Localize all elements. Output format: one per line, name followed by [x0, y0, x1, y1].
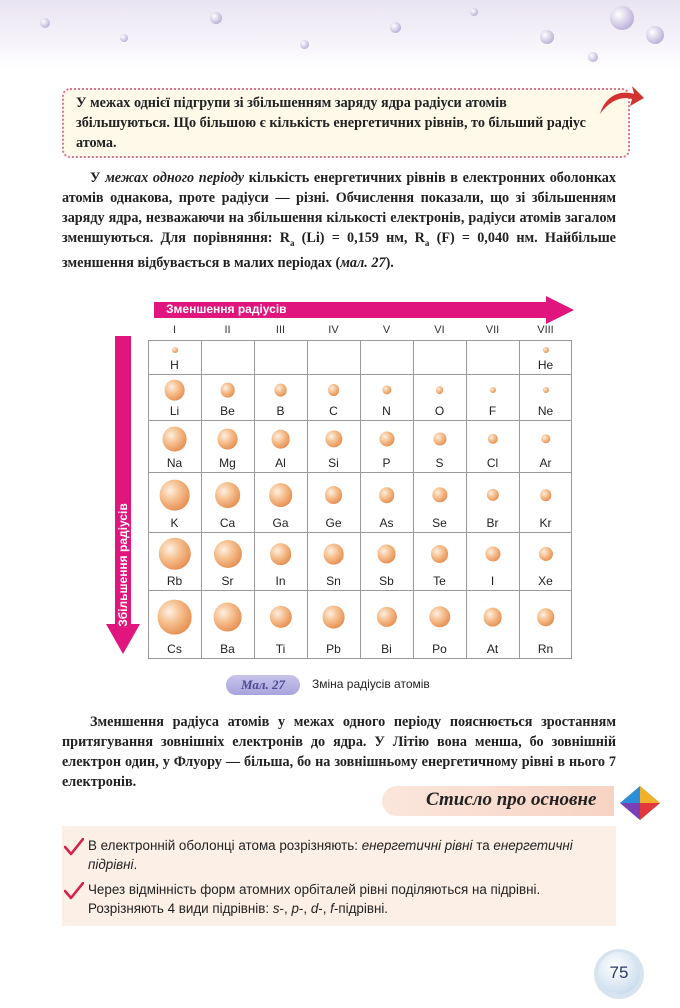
element-symbol: Bi [381, 642, 392, 656]
element-symbol: K [170, 516, 179, 530]
s1-mid: та [472, 838, 494, 853]
element-symbol: Sr [221, 574, 234, 588]
element-symbol: Ne [537, 404, 554, 418]
group-label: VIII [537, 324, 554, 336]
group-label: IV [328, 324, 339, 336]
element-symbol: N [382, 404, 391, 418]
note-text: У межах однієї підгрупи зі збільшенням заряду ядра радіуси атомів збільшуються. Що більшою є кількість енергетичних рівнів, то більший радіус атома. [76, 95, 586, 151]
atom-sb [377, 545, 396, 564]
atom-p [379, 431, 394, 446]
para1-lead: У [90, 170, 106, 186]
atom-o [436, 386, 444, 394]
s2-p: p [291, 901, 299, 916]
group-labels [148, 324, 572, 340]
atom-bi [376, 607, 396, 627]
group-label: V [382, 324, 391, 336]
paragraph-explanation [62, 712, 616, 792]
summary-title: Стисло про основне [426, 789, 597, 810]
para2-text: Зменшення радіуса атомів у межах одного періоду пояснюється зростанням притягування зовнішніх електронів до ядра. У Літію вона менша, бо зовнішній електрон один, у Флуору — більша, бо на зовнішньому енергетичному рівні в нього 7 електронів. [62, 714, 616, 790]
element-symbol: At [486, 642, 499, 656]
group-label: VI [434, 324, 445, 336]
element-symbol: B [276, 404, 285, 418]
atom-se [432, 487, 447, 502]
arrow-vertical-label: Збільшення радіусів [116, 503, 130, 627]
atom-kr [540, 489, 552, 501]
element-symbol: Ge [325, 516, 342, 530]
check-icon [64, 882, 84, 900]
grid-line [254, 340, 255, 658]
atom-in [270, 543, 292, 565]
atom-c [328, 384, 340, 396]
radius-symbol-f: R [414, 230, 425, 246]
element-symbol: I [490, 574, 495, 588]
atom-ca [215, 482, 241, 508]
element-symbol: Te [433, 574, 446, 588]
para1-italic: межах одного періоду [105, 170, 245, 186]
atom-radius-table [148, 340, 572, 658]
atom-he [543, 347, 549, 353]
atom-k [159, 480, 190, 511]
s2-d: d [310, 901, 319, 916]
element-symbol: H [170, 358, 179, 372]
figure-reference: мал. 27 [340, 254, 386, 271]
element-symbol: Sn [326, 574, 341, 588]
grid-line [466, 340, 467, 658]
figure-caption: Зміна радіусів атомів [312, 677, 430, 691]
s1-text: В електронній оболонці атома розрізняють: [88, 838, 362, 853]
element-symbol: C [329, 404, 338, 418]
grid-line [571, 340, 572, 658]
atom-ar [541, 434, 550, 443]
diamond-icon [620, 786, 660, 820]
atom-xe [538, 547, 552, 561]
atom-at [483, 608, 502, 627]
grid-line [360, 340, 361, 658]
atom-cs [157, 600, 192, 635]
element-symbol: Se [432, 516, 447, 530]
element-symbol: Rb [166, 574, 183, 588]
atom-h [172, 347, 178, 353]
li-value: (Li) = 0,159 нм, [294, 230, 415, 246]
group-label: I [172, 324, 177, 336]
grid-line [413, 340, 414, 658]
element-symbol: Rn [537, 642, 554, 656]
element-symbol: Ca [219, 516, 236, 530]
atom-be [220, 383, 235, 398]
element-symbol: F [488, 404, 497, 418]
atom-as [379, 487, 395, 503]
atom-rn [537, 608, 555, 626]
group-label: VII [485, 324, 500, 336]
element-symbol: Li [169, 404, 180, 418]
radius-symbol-li: R [279, 230, 290, 246]
element-symbol: O [434, 404, 445, 418]
atom-ba [213, 603, 242, 632]
atom-ti [269, 606, 291, 628]
page-number: 75 [598, 952, 640, 994]
atom-ne [543, 387, 549, 393]
atom-i [485, 546, 500, 561]
atom-cl [487, 434, 497, 444]
atom-rb [158, 538, 190, 570]
top-decoration [0, 0, 680, 70]
atom-f [490, 387, 496, 393]
atom-po [429, 606, 450, 627]
element-symbol: Sb [379, 574, 394, 588]
figure-badge: Мал. 27 [226, 675, 300, 695]
f-value: (F) = 0,040 нм. Найбільше зменшення відбувається в малих періодах ( [62, 230, 616, 271]
element-symbol: Ba [220, 642, 235, 656]
element-symbol: S [435, 456, 444, 470]
s1-italic2: енергетичні підрівні [88, 838, 573, 872]
paragraph-period-radius [62, 168, 616, 273]
element-symbol: Cl [486, 456, 499, 470]
atom-pb [322, 606, 345, 629]
element-symbol: Al [275, 456, 286, 470]
atom-b [274, 384, 287, 397]
element-symbol: Si [328, 456, 339, 470]
grid-line [201, 340, 202, 658]
element-symbol: Na [166, 456, 183, 470]
element-symbol: Po [432, 642, 447, 656]
atom-si [325, 430, 342, 447]
atom-ge [325, 486, 343, 504]
curved-arrow-icon [596, 84, 646, 118]
atom-s [433, 432, 446, 445]
s2-text: Через відмінність форм атомних орбіталей рівні поділяються на підрівні. Розрізняють 4 види підрівнів: [88, 882, 541, 916]
atom-n [382, 385, 391, 394]
grid-line [148, 340, 149, 658]
para1-end: ). [385, 254, 394, 271]
check-icon [64, 838, 84, 856]
radius-subscript-li: a [289, 237, 295, 248]
atom-sr [213, 540, 241, 568]
element-symbol: Cs [167, 642, 182, 656]
atom-na [162, 427, 187, 452]
element-symbol: Ti [275, 642, 286, 656]
group-label: II [224, 324, 231, 336]
element-symbol: P [382, 456, 391, 470]
s1-end: . [133, 857, 138, 872]
atom-ga [269, 483, 293, 507]
element-symbol: Xe [538, 574, 553, 588]
s2-f: f [330, 901, 334, 916]
para1-part2: кількість енергетичних рівнів в електронних оболонках атомів однакова, проте радіуси — різні. Обчислення показали, що зі збільшенням заряду ядра, незважаючи на збільшення кількості електронів, радіуси атомів загалом зменшуються. Для порівняння: [62, 170, 616, 246]
element-symbol: Ar [539, 456, 552, 470]
grid-line [148, 658, 572, 659]
atom-li [164, 380, 185, 401]
element-symbol: He [537, 358, 554, 372]
s1-italic1: енергетичні рівні [361, 838, 473, 853]
atom-sn [323, 544, 344, 565]
element-symbol: In [275, 574, 286, 588]
atom-br [486, 489, 498, 501]
s2-s: s [272, 901, 280, 916]
element-symbol: Ga [272, 516, 289, 530]
element-symbol: Pb [326, 642, 341, 656]
s2-end: -підрівні. [333, 901, 389, 916]
element-symbol: Mg [219, 456, 236, 470]
radius-subscript-f: a [424, 237, 430, 248]
element-symbol: Kr [539, 516, 552, 530]
grid-line [307, 340, 308, 658]
element-symbol: Br [486, 516, 499, 530]
atom-te [431, 545, 449, 563]
arrow-horizontal-label: Зменшення радіусів [166, 302, 287, 316]
atom-mg [217, 429, 238, 450]
summary-item-2: Через відмінність форм атомних орбіталей рівні поділяються на підрівні. Розрізняють 4 види підрівнів: s-, p-, d-, f-підрівні. [88, 882, 541, 916]
group-label: III [275, 324, 286, 336]
summary-item-1 [88, 836, 612, 874]
atom-al [271, 430, 290, 449]
grid-line [519, 340, 520, 658]
element-symbol: As [379, 516, 394, 530]
element-symbol: Be [220, 404, 235, 418]
